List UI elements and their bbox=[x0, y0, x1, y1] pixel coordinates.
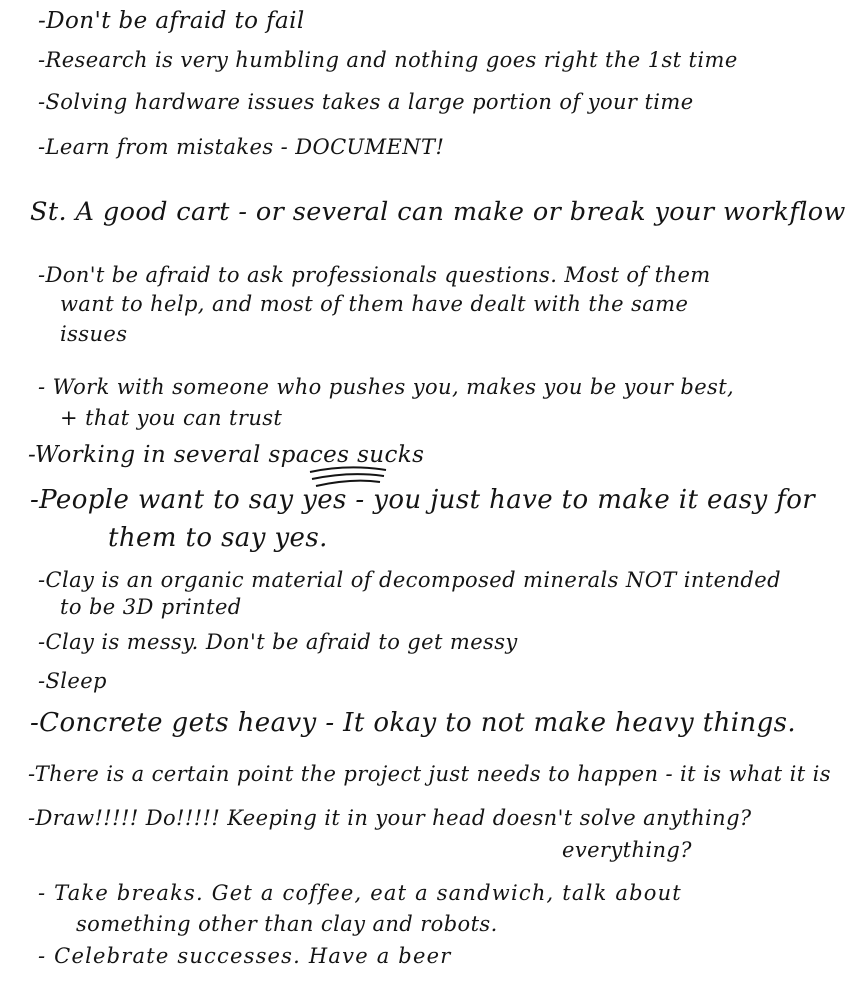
note-line: -Research is very humbling and nothing goes right the 1st time bbox=[38, 48, 738, 72]
note-line: want to help, and most of them have dealt with the same bbox=[60, 292, 689, 316]
note-line: -Don't be afraid to ask professionals questions. Most of them bbox=[38, 263, 711, 287]
note-line: + that you can trust bbox=[60, 406, 283, 430]
note-line: to be 3D printed bbox=[60, 595, 242, 619]
note-line: -People want to say yes - you just have to make it easy for bbox=[30, 485, 816, 515]
note-line: -Clay is an organic material of decomposed minerals NOT intended bbox=[38, 568, 781, 592]
note-line: something other than clay and robots. bbox=[76, 912, 498, 936]
note-line: - Take breaks. Get a coffee, eat a sandwich, talk about bbox=[38, 881, 682, 905]
note-line: -Draw!!!!! Do!!!!! Keeping it in your head doesn't solve anything? bbox=[28, 806, 752, 830]
note-line: them to say yes. bbox=[108, 523, 328, 553]
note-line: -Solving hardware issues takes a large portion of your time bbox=[38, 90, 694, 114]
note-line: -Concrete gets heavy - It okay to not make heavy things. bbox=[30, 708, 797, 738]
note-line: -Working in several spaces sucks bbox=[28, 442, 425, 468]
note-line: - Celebrate successes. Have a beer bbox=[38, 944, 452, 968]
note-line: -Don't be afraid to fail bbox=[38, 8, 305, 34]
note-line: -Learn from mistakes - DOCUMENT! bbox=[38, 135, 445, 159]
note-line: - Work with someone who pushes you, makes you be your best, bbox=[38, 375, 735, 399]
note-line: -There is a certain point the project just needs to happen - it is what it is bbox=[28, 762, 831, 786]
note-line: -Sleep bbox=[38, 669, 107, 693]
note-line: St. A good cart - or several can make or break your workflow bbox=[30, 197, 846, 227]
note-line: issues bbox=[60, 322, 128, 346]
note-line: everything? bbox=[562, 838, 692, 862]
note-line: -Clay is messy. Don't be afraid to get messy bbox=[38, 630, 518, 654]
